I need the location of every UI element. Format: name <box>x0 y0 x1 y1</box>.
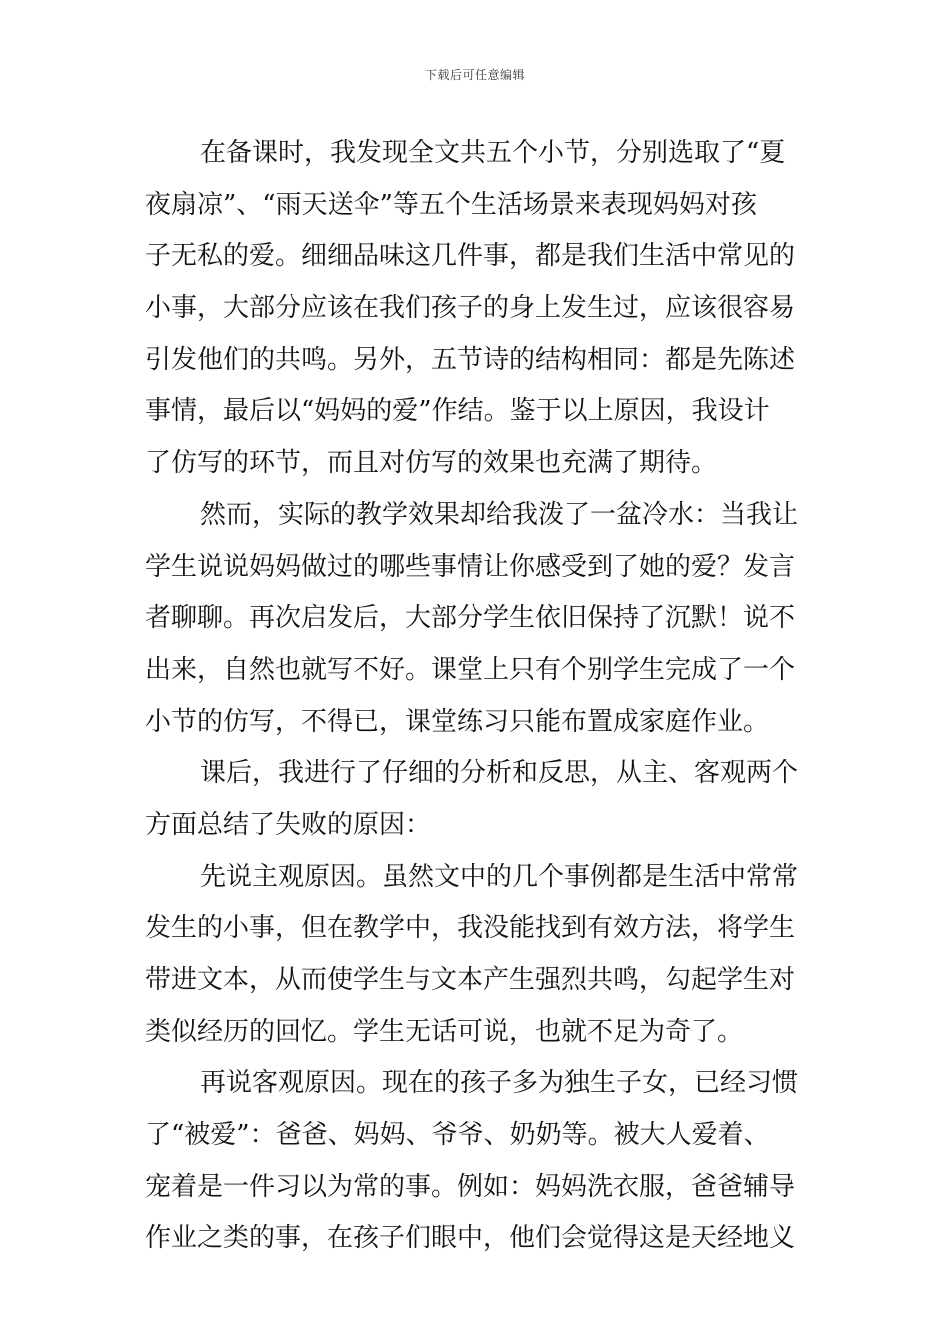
text-line: 者聊聊。再次启发后，大部分学生依旧保持了沉默！说不 <box>145 603 796 634</box>
text-line: 了“被爱”：爸爸、妈妈、爷爷、奶奶等。被大人爱着、 <box>145 1120 770 1151</box>
text-line: 引发他们的共鸣。另外，五节诗的结构相同：都是先陈述 <box>145 344 796 375</box>
text-line: 小事，大部分应该在我们孩子的身上发生过，应该很容易 <box>145 293 796 324</box>
text-line: 课后，我进行了仔细的分析和反思，从主、客观两个 <box>200 758 799 789</box>
document-body <box>145 128 809 1265</box>
paragraph <box>145 852 809 1059</box>
text-line: 再说客观原因。现在的孩子多为独生子女，已经习惯 <box>200 1068 799 1099</box>
paragraph <box>145 128 809 490</box>
paragraph <box>145 748 809 851</box>
text-line: 发生的小事，但在教学中，我没能找到有效方法，将学生 <box>145 913 796 944</box>
text-line: 了仿写的环节，而且对仿写的效果也充满了期待。 <box>145 448 718 479</box>
text-line: 然而，实际的教学效果却给我泼了一盆冷水：当我让 <box>200 499 799 530</box>
text-line: 夜扇凉”、“雨天送伞”等五个生活场景来表现妈妈对孩 <box>145 189 757 220</box>
text-line: 类似经历的回忆。学生无话可说，也就不足为奇了。 <box>145 1016 744 1047</box>
text-line: 小节的仿写，不得已，课堂练习只能布置成家庭作业。 <box>145 706 770 737</box>
text-line: 带进文本，从而使学生与文本产生强烈共鸣，勾起学生对 <box>145 965 796 995</box>
text-line: 方面总结了失败的原因： <box>145 809 432 840</box>
text-line: 作业之类的事，在孩子们眼中，他们会觉得这是天经地义 <box>145 1223 796 1254</box>
text-line: 事情，最后以“妈妈的爱”作结。鉴于以上原因，我设计 <box>145 396 770 427</box>
text-line: 先说主观原因。虽然文中的几个事例都是生活中常常 <box>200 861 799 892</box>
text-line: 学生说说妈妈做过的哪些事情让你感受到了她的爱？发言 <box>145 551 796 582</box>
text-line: 宠着是一件习以为常的事。例如：妈妈洗衣服，爸爸辅导 <box>145 1171 796 1202</box>
text-line: 子无私的爱。细细品味这几件事，都是我们生活中常见的 <box>145 241 796 272</box>
paragraph <box>145 490 809 748</box>
text-line: 出来，自然也就写不好。课堂上只有个别学生完成了一个 <box>145 654 796 685</box>
text-line: 在备课时，我发现全文共五个小节，分别选取了“夏 <box>200 138 786 168</box>
page-header: 下载后可任意编辑 <box>424 68 525 82</box>
paragraph <box>145 1058 809 1265</box>
